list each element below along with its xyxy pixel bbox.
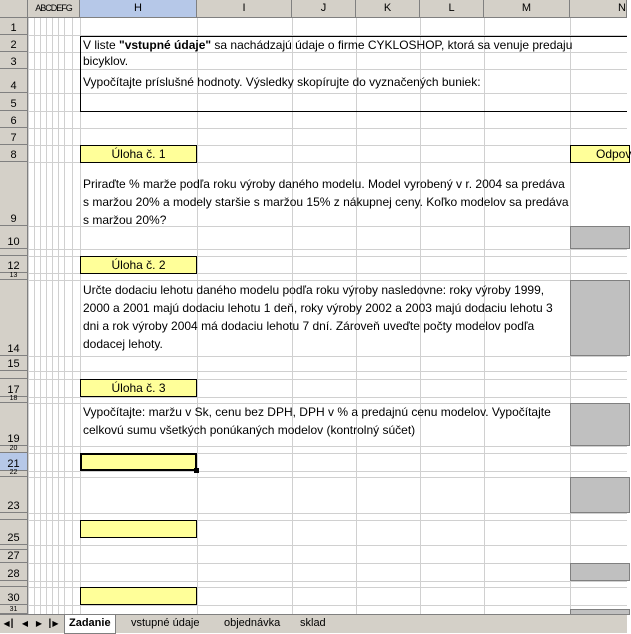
- column-header-k[interactable]: K: [356, 0, 420, 18]
- fill-handle[interactable]: [194, 468, 199, 473]
- intro-line-3: Vypočítajte príslušné hodnoty. Výsledky skopírujte do vyznačených buniek:: [83, 75, 481, 89]
- row-header[interactable]: [0, 587, 28, 605]
- row-header[interactable]: [0, 249, 28, 256]
- intro-sheet-name: "vstupné údaje": [119, 38, 212, 52]
- row-number: 8: [10, 149, 17, 161]
- answer-cell-1[interactable]: [570, 226, 630, 249]
- row-number: 14: [7, 343, 20, 355]
- row-header[interactable]: [0, 280, 28, 356]
- answer-cell-2[interactable]: [570, 280, 630, 356]
- row-number: 3: [10, 56, 17, 68]
- row-header[interactable]: [0, 18, 28, 35]
- row-header[interactable]: [0, 563, 28, 581]
- sheet-tab-sklad[interactable]: sklad: [300, 617, 326, 629]
- row-number: 23: [7, 500, 20, 512]
- input-cell-h25[interactable]: [80, 520, 197, 538]
- select-all-corner[interactable]: [0, 0, 28, 18]
- row-header[interactable]: [0, 477, 28, 513]
- row-header[interactable]: [0, 520, 28, 545]
- column-header-l[interactable]: L: [420, 0, 484, 18]
- sheet-tab-bar: [0, 614, 627, 633]
- prev-sheet-icon[interactable]: ◀: [21, 619, 29, 628]
- task-3-label[interactable]: Úloha č. 3: [80, 379, 197, 397]
- row-header[interactable]: [0, 226, 28, 249]
- last-sheet-icon[interactable]: ┃▶: [47, 619, 59, 628]
- row-header[interactable]: [0, 93, 28, 111]
- row-header[interactable]: [0, 145, 28, 162]
- column-header-n[interactable]: N: [570, 0, 627, 18]
- intro-line-2: bicyklov.: [83, 54, 129, 68]
- row-header[interactable]: [0, 52, 28, 69]
- intro-text-post: sa nachádzajú údaje o firme CYKLOSHOP, ktorá sa venuje predaju: [211, 38, 573, 52]
- row-number: 22: [9, 469, 18, 476]
- row-header[interactable]: [0, 273, 28, 280]
- answer-cell-5[interactable]: [570, 563, 630, 581]
- row-number: 9: [10, 213, 17, 225]
- row-header[interactable]: [0, 69, 28, 93]
- row-number: 1: [10, 22, 17, 34]
- row-number: 28: [7, 568, 20, 580]
- sheet-tab-vstupne-udaje[interactable]: vstupné údaje: [131, 617, 200, 629]
- row-number: 20: [9, 445, 18, 452]
- column-header-a-g[interactable]: ABCDEFG: [28, 0, 80, 18]
- row-number: 19: [7, 433, 20, 445]
- row-number: 10: [7, 236, 20, 248]
- row-number: 30: [7, 592, 20, 604]
- sheet-tab-objednavka[interactable]: objednávka: [224, 617, 281, 629]
- answer-cell-4[interactable]: [570, 477, 630, 513]
- answer-header: Odpov: [570, 145, 630, 163]
- row-number: 2: [10, 39, 17, 51]
- row-header[interactable]: [0, 111, 28, 128]
- row-number: 7: [10, 132, 17, 144]
- row-number: 17: [7, 384, 20, 396]
- intro-line-1: [83, 36, 627, 54]
- task-2-label[interactable]: Úloha č. 2: [80, 256, 197, 274]
- row-header[interactable]: [0, 371, 28, 379]
- row-header[interactable]: [0, 446, 28, 453]
- row-header[interactable]: [0, 550, 28, 563]
- row-header[interactable]: [0, 256, 28, 273]
- row-number: 18: [9, 395, 18, 402]
- row-number: 27: [7, 550, 20, 562]
- row-number: 21: [7, 458, 20, 470]
- task-1-label[interactable]: Úloha č. 1: [80, 145, 197, 163]
- selected-cell-h21[interactable]: [80, 453, 197, 471]
- row-header[interactable]: [0, 605, 28, 614]
- answer-cell-3[interactable]: [570, 403, 630, 446]
- task-2-text: Určte dodaciu lehotu daného modelu podľa roku výroby nasledovne: roky výroby 1999, 2000 a 2001 majú dodaciu lehotu 1 deň, roky výroby 2002 a 2003 majú dodaciu lehotu 3 dni a rok výroby 2004 má dodaciu lehotu 7 dní. Zároveň uveďte počty modelov podľa dodacej lehoty.: [83, 283, 553, 351]
- sheet-tab-zadanie[interactable]: Zadanie: [64, 615, 116, 634]
- column-header-j[interactable]: J: [292, 0, 356, 18]
- row-number: 15: [7, 358, 20, 370]
- task-1-text: Priraďte % marže podľa roku výroby daného modelu. Model vyrobený v r. 2004 sa predáva s maržou 20% a modely staršie s maržou 15% z nákupnej ceny. Koľko modelov sa predáva s maržou 20%?: [83, 177, 569, 227]
- next-sheet-icon[interactable]: ▶: [35, 619, 43, 628]
- first-sheet-icon[interactable]: ◀┃: [3, 619, 15, 628]
- intro-text-pre: V liste: [83, 38, 120, 52]
- column-header-i[interactable]: I: [197, 0, 292, 18]
- column-header-m[interactable]: M: [484, 0, 570, 18]
- row-header[interactable]: [0, 356, 28, 371]
- row-number: 25: [7, 532, 20, 544]
- row-header[interactable]: [0, 128, 28, 145]
- row-number: 12: [7, 260, 20, 272]
- row-number: 13: [9, 272, 18, 279]
- row-number: 5: [10, 98, 17, 110]
- task-3-text: Vypočítajte: maržu v Sk, cenu bez DPH, DPH v % a predajnú cenu modelov. Vypočítajte celkovú sumu všetkých ponúkaných modelov (kontrolný súčet): [83, 405, 551, 437]
- row-number: 4: [10, 80, 17, 92]
- row-header[interactable]: [0, 162, 28, 226]
- row-number: 6: [10, 115, 17, 127]
- row-header[interactable]: [0, 35, 28, 52]
- column-header-h[interactable]: H: [80, 0, 197, 18]
- row-number: 31: [9, 606, 18, 613]
- input-cell-h30[interactable]: [80, 587, 197, 605]
- row-header[interactable]: [0, 403, 28, 446]
- row-header[interactable]: [0, 513, 28, 520]
